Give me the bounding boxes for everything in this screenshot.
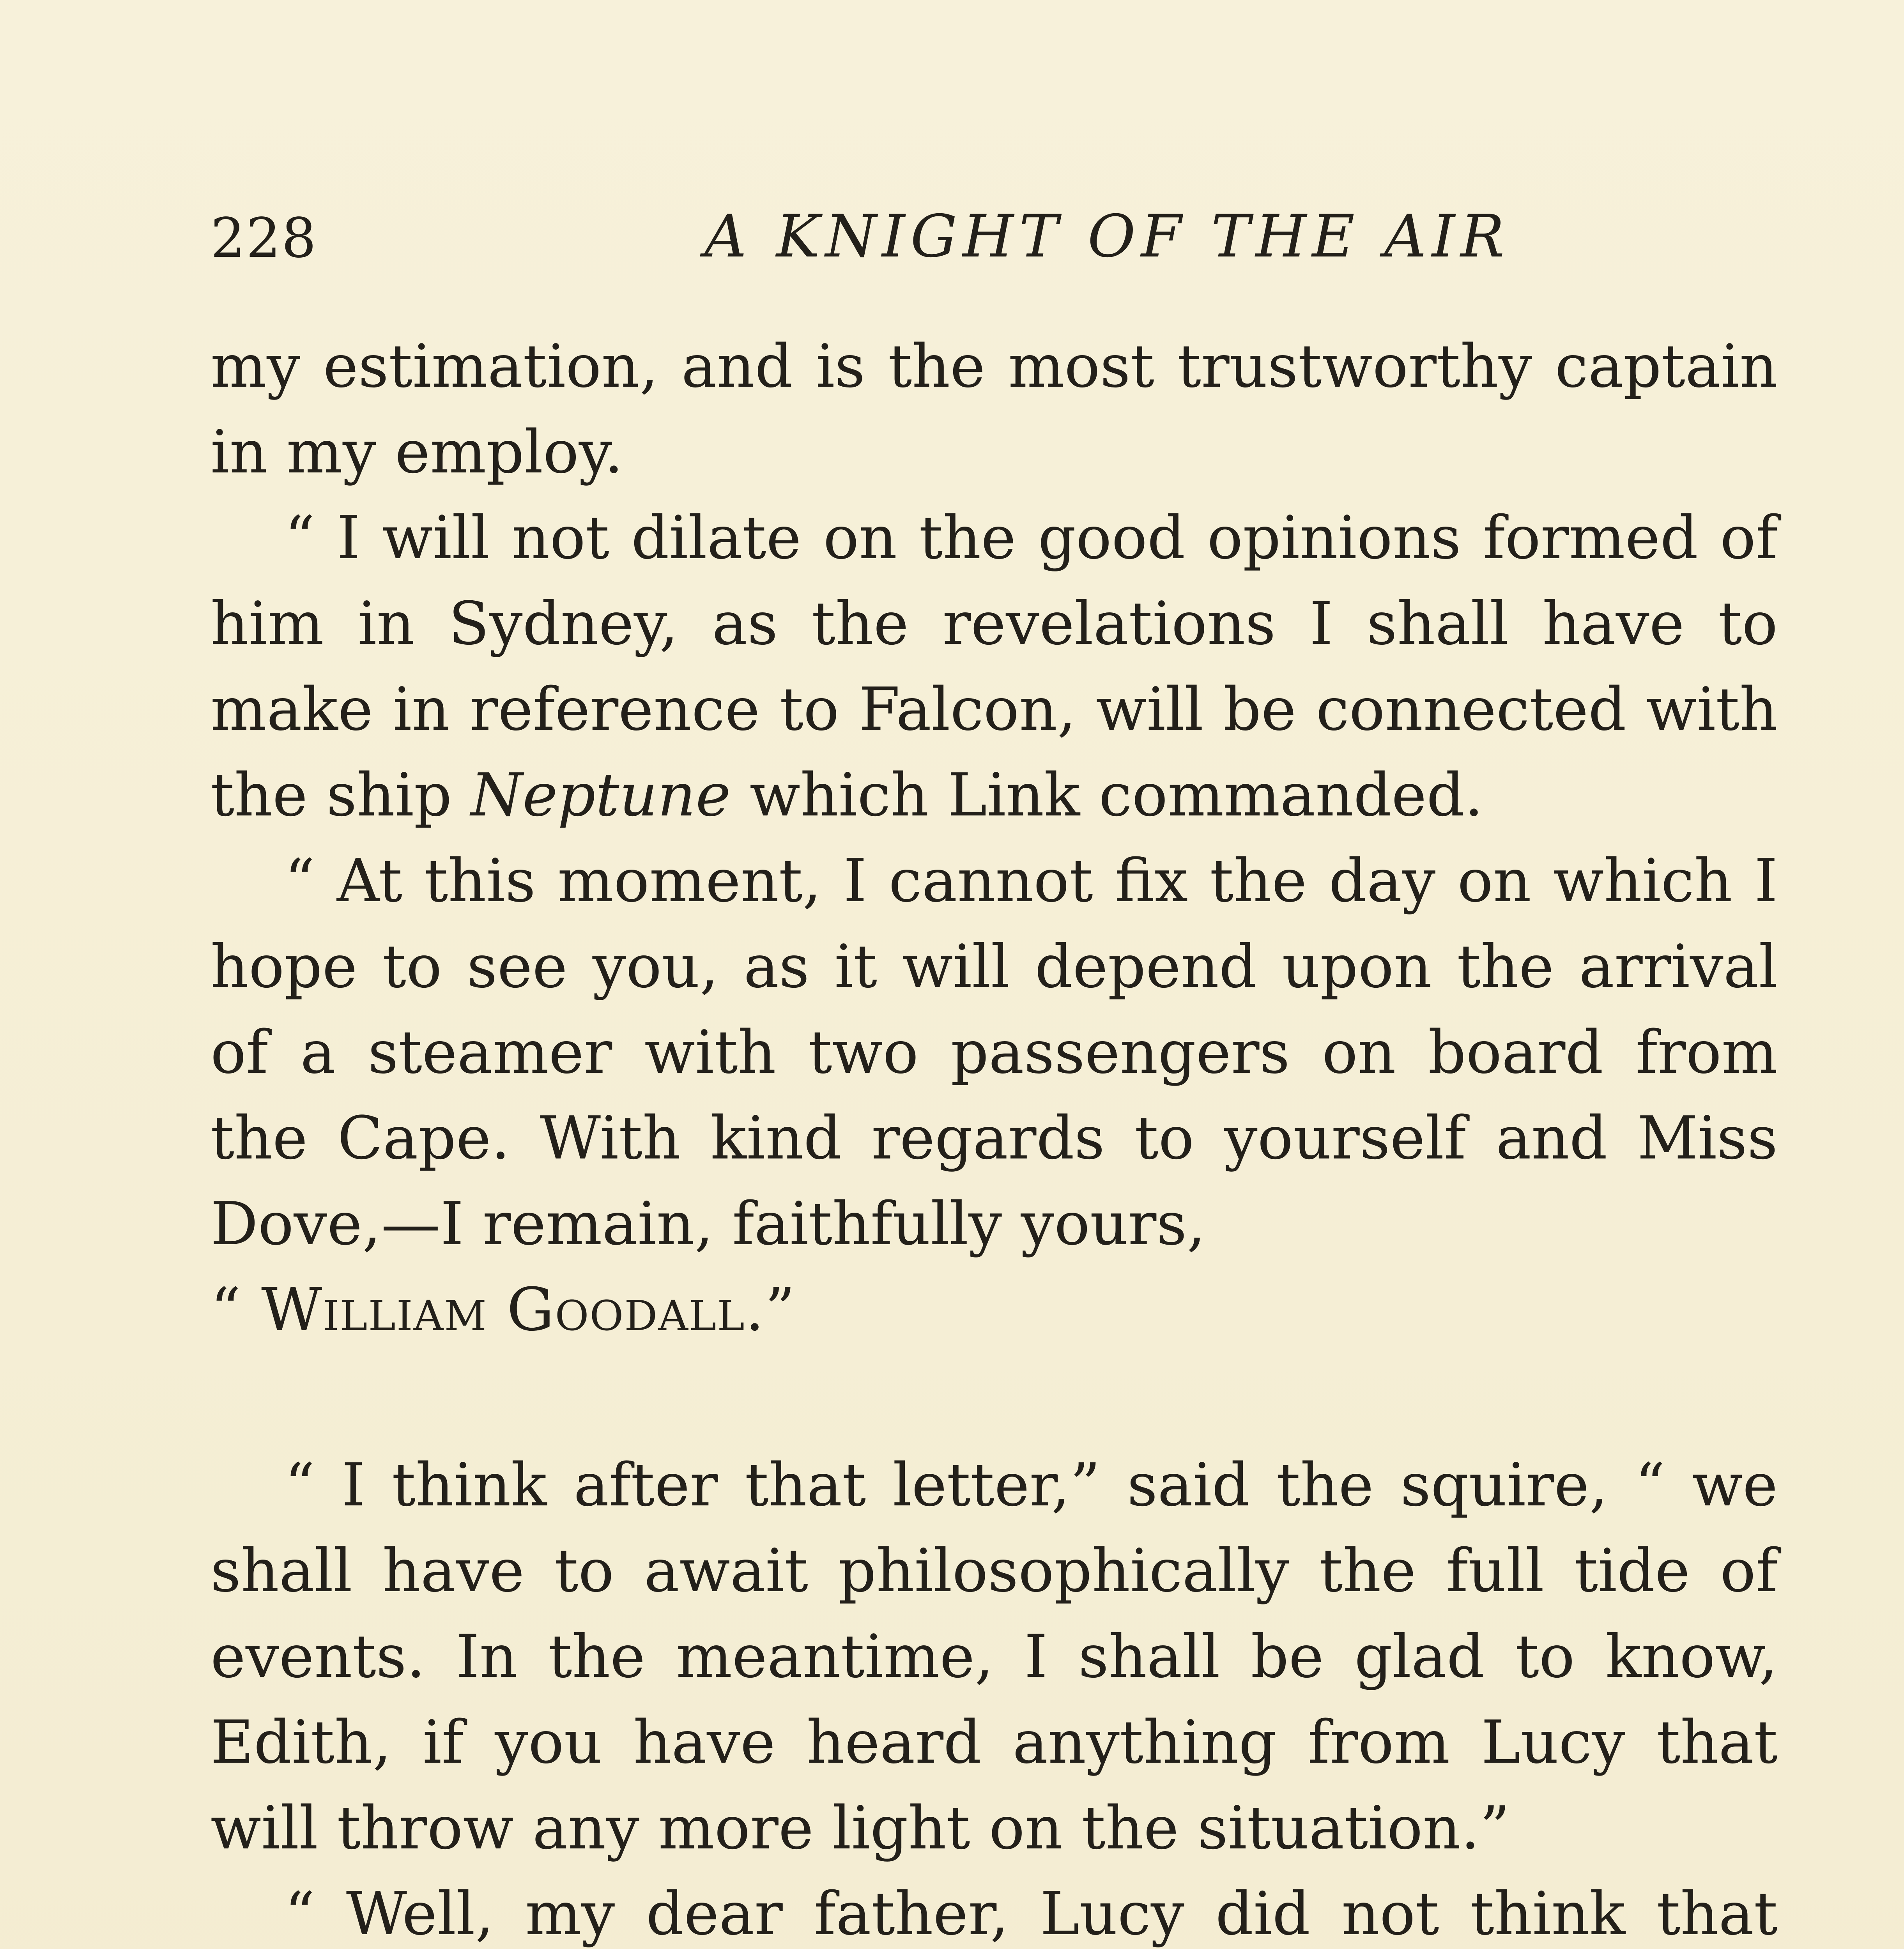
paragraph-letter-closing: “ At this moment, I cannot fix the day on which I hope to see you, as it will depend upon the arrival of a steamer with two passengers on board from the Cape. With kind regards to yourself and Miss Dove,—I remain, faithfully yours, xyxy=(211,846,1778,1258)
letter-signature: “ William Goodall.” xyxy=(211,1275,796,1344)
paragraph-letter-sydney xyxy=(211,495,1778,838)
page-number: 228 xyxy=(211,207,317,270)
paragraph-edith-reply: “ Well, my dear father, Lucy did not think that xyxy=(285,1879,1778,1948)
section-gap xyxy=(211,1353,1778,1442)
body-text xyxy=(211,324,1778,1949)
ship-name: Neptune xyxy=(471,760,731,829)
paragraph-text: “ I will not dilate on the good opinions formed of him in Sydney, as the revelations I shall have to make in reference to Falcon, will be connected with the ship xyxy=(211,503,1778,829)
paragraph-continued: my estimation, and is the most trustworthy captain in my employ. xyxy=(211,332,1778,486)
running-title: A KNIGHT OF THE AIR xyxy=(704,203,1510,271)
page-header xyxy=(211,195,1778,277)
paragraph-text: which Link commanded. xyxy=(731,760,1483,829)
paragraph-squire-letter: “ I think after that letter,” said the squire, “ we shall have to await philosophically the full tide of events. In the meantime, I shall be glad to know, Edith, if you have heard anything from Lucy that will throw any more light on the situation.” xyxy=(211,1450,1778,1862)
